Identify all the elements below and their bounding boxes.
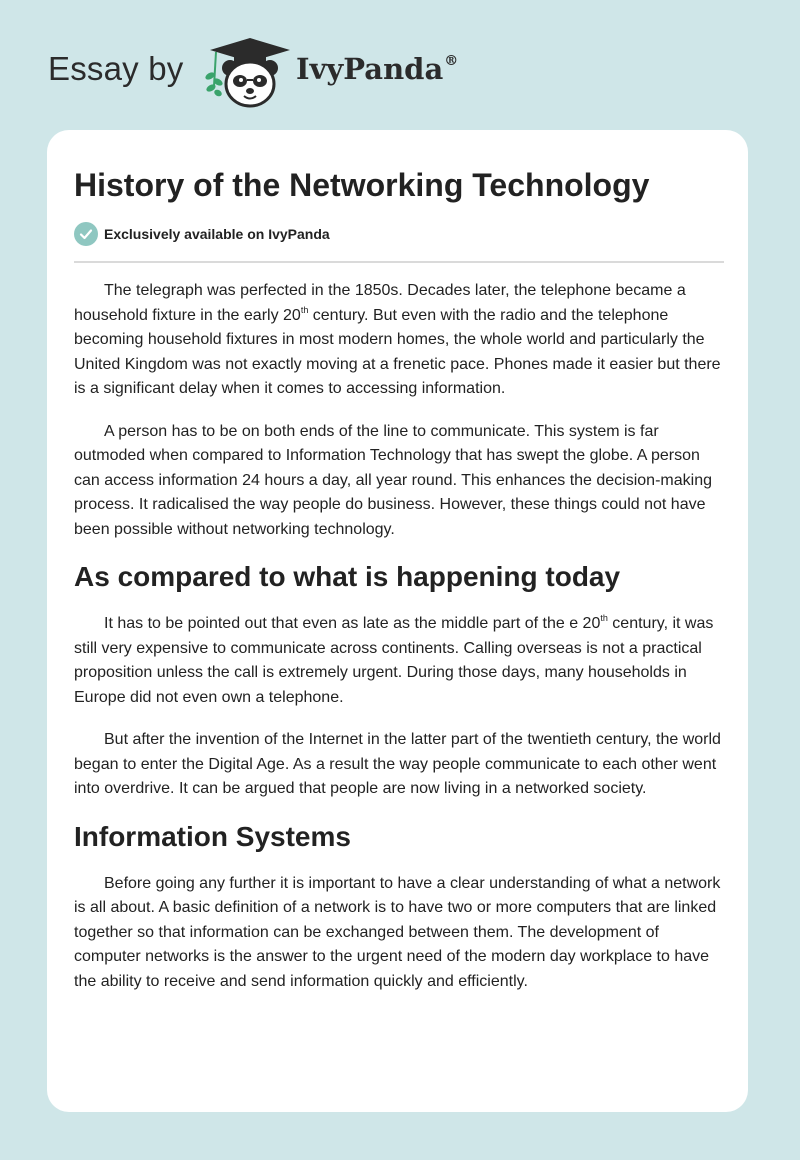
registered-mark: ® (444, 53, 459, 69)
site-header (0, 0, 800, 130)
exclusive-label: Exclusively available on IvyPanda (104, 226, 330, 242)
exclusive-badge (74, 220, 330, 248)
paragraph-4: But after the invention of the Internet in the latter part of the twentieth century, the world began to enter the Digital Age. As a result the way people communicate to each other went into overdrive. It can be argued that people are now living in a networked society. (74, 731, 721, 797)
checkmark-icon (74, 222, 98, 246)
section-heading-information-systems: Information Systems (74, 820, 351, 852)
essay-by-label: Essay by (48, 50, 184, 87)
ivypanda-brand-name[interactable]: IvyPanda® (296, 52, 459, 86)
paragraph-2: A person has to be on both ends of the line to communicate. This system is far outmoded when compared to Information Technology that has swept the globe. A person can access information 24 hours a day, all year round. This enhances the decision-making process. It radicalised the way people do business. However, these things could not have been possible without networking technology. (74, 422, 712, 538)
title-divider (74, 261, 724, 263)
section-heading-today: As compared to what is happening today (74, 561, 621, 592)
paragraph-5: Before going any further it is important to have a clear understanding of what a network is all about. A basic definition of a network is to have two or more computers that are linked together so that information can be exchanged between them. The development of computer networks is the answer to the urgent need of the modern day workplace to have the ability to receive and send information quickly and efficiently. (74, 874, 721, 990)
essay-card (47, 130, 748, 1112)
essay-body (74, 279, 724, 1012)
paragraph-1: The telegraph was perfected in the 1850s. Decades later, the telephone became a household fixture in the early 20th century. But even with the radio and the telephone becoming household fixtures in most modern homes, the whole world and particularly the United Kingdom was not exactly moving at a frenetic pace. Phones made it easier but there is a significant delay when it comes to accessing information. (74, 282, 721, 397)
page-title: History of the Networking Technology (74, 167, 650, 203)
panda-graduate-logo-icon[interactable] (200, 34, 296, 110)
paragraph-3: It has to be pointed out that even as late as the middle part of the e 20th century, it was still very expensive to communicate across continents. Calling overseas is not a practical proposition unless the call is extremely urgent. During those days, many households in Europe did not even own a telephone. (74, 613, 714, 706)
